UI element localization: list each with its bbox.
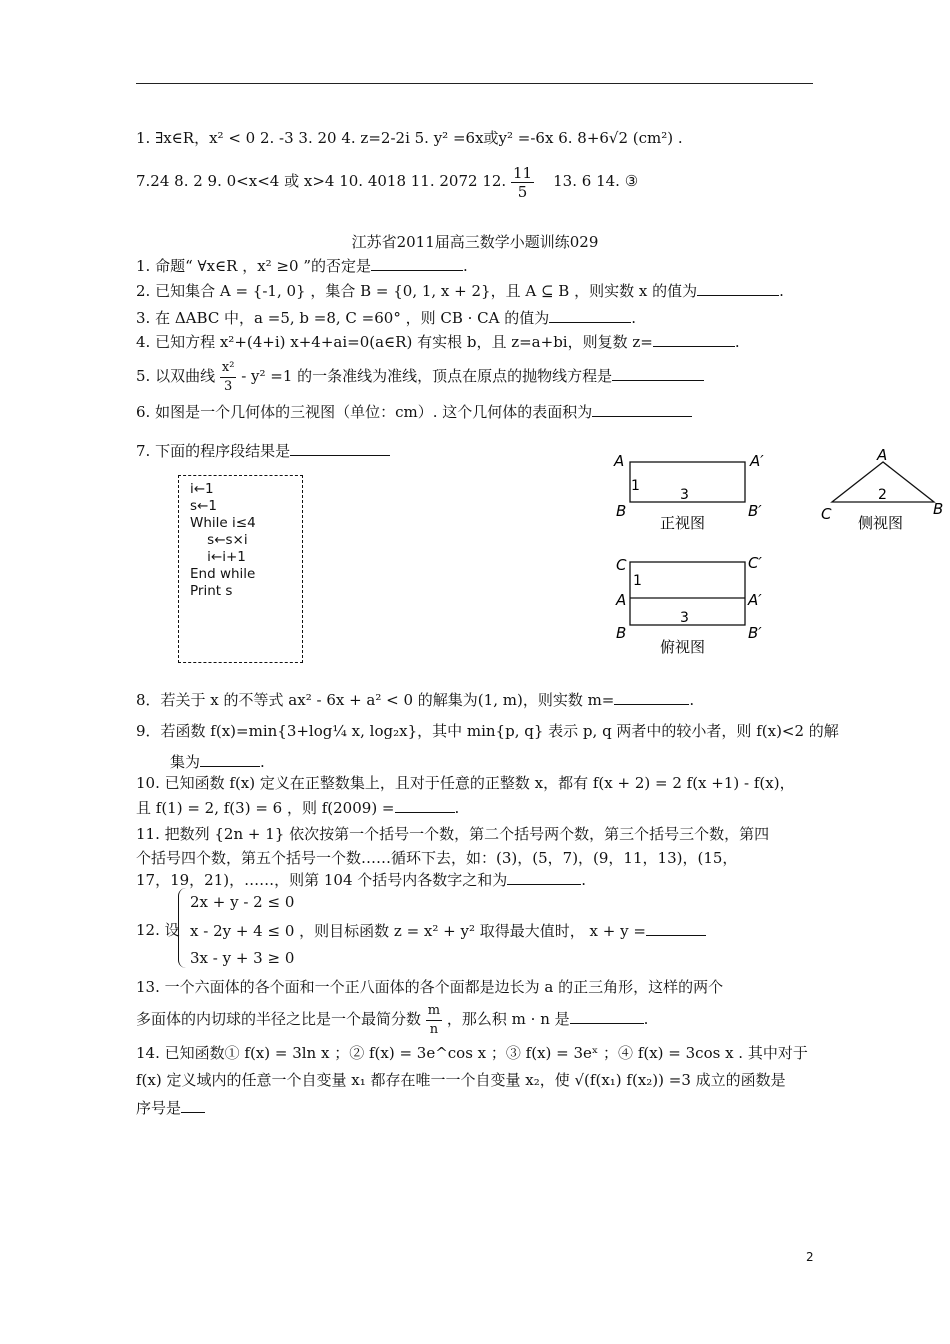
problem-13-text-b: 多面体的内切球的半径之比是一个最简分数 [136,1010,422,1028]
problem-10 [136,773,795,793]
fraction-denominator: 3 [224,378,233,394]
answer-blank [181,1097,205,1113]
answer-blank [200,751,260,767]
problem-11-cont1 [136,848,737,868]
problem-7-text: 7. 下面的程序段结果是 [136,442,291,460]
hyperbola-fraction [220,359,237,396]
label-B-prime-top: B′ [748,624,762,642]
answer-blank [549,307,631,323]
front-view-label: 正视图 [660,514,706,532]
problem-14-cont1 [136,1070,786,1090]
label-A-top: A [616,591,627,609]
inequality-2 [190,920,706,941]
label-A-prime: A′ [750,452,764,470]
answers-text-2b: 13. 6 14. ③ [553,172,639,190]
label-B-prime: B′ [748,502,762,520]
answer-blank [653,331,735,347]
ratio-fraction [426,1002,442,1039]
fraction-numerator: m [426,1002,442,1021]
problem-10-text-b: 且 f(1) = 2, f(3) = 6 ，则 f(2009) = [136,799,395,817]
problem-14-text-c: 序号是 [136,1099,182,1117]
problem-11 [136,824,769,844]
answer-blank [592,401,692,417]
header-rule [136,83,813,84]
answer-blank [507,869,581,885]
answer-blank [614,689,689,705]
problem-6 [136,401,692,422]
problem-7 [136,440,390,461]
problem-4: 4. 已知方程 x²+(4+i) x+4+ai=0(a∈R) 有实根 b，且 z=a+bi，则复数 z= . [136,333,740,351]
problem-9-text-b: 集为 [170,753,201,771]
inequality-1: 2x + y - 2 ≤ 0 [190,893,295,911]
problem-11-cont2: 17，19，21)，……，则第 104 个括号内各数字之和为 . [136,871,587,889]
problem-8: 8．若关于 x 的不等式 ax² - 6x + a² < 0 的解集为(1, m)，则实数 m= . [136,691,695,709]
problem-4-text: 4. 已知方程 x²+(4+i) x+4+ai=0(a∈R) 有实根 b，且 z=a+bi，则复数 z= [136,333,653,351]
page-title: 江苏省2011届高三数学小题训练029 [351,233,599,251]
problem-14 [136,1043,808,1063]
inequality-2-text: x - 2y + 4 ≤ 0 ，则目标函数 z = x² + y² 取得最大值时， x + y = [190,922,646,940]
problem-12-label: 12. 设 [136,921,180,939]
problem-3: 3. 在 ΔABC 中，a =5, b =8, C =60° ，则 CB · CA 的值为 . [136,309,637,327]
problem-11-text-b: 个括号四个数，第五个括号一个数……循环下去，如：(3)，(5，7)，(9，11，13)，(15， [136,849,738,867]
answers-line-2 [136,163,638,201]
front-width-label: 3 [680,487,689,503]
label-B: B [616,502,627,520]
problem-13-text-c: ，那么积 m · n 是 [446,1010,570,1028]
answer-blank [570,1008,644,1024]
problem-5 [136,357,704,396]
problem-14-text: 14. 已知函数① f(x) = 3ln x ；② f(x) = 3e^cos x ；③ f(x) = 3eˣ ；④ f(x) = 3cos x . 其中对于 [136,1044,808,1062]
fraction-denominator: n [429,1021,439,1037]
fraction-numerator: 11 [512,163,533,182]
fraction-denominator: 5 [517,182,528,201]
problem-1: 1. 命题“ ∀x∈R ，x² ≥0 ”的否定是 . [136,257,468,275]
label-C-top: C [616,556,627,574]
problem-9-cont: 集为 . [170,753,265,771]
problem-13-text: 13. 一个六面体的各个面和一个正八面体的各个面都是边长为 a 的正三角形，这样的两个 [136,978,724,996]
problem-6-text: 6. 如图是一个几何体的三视图（单位：cm）. 这个几何体的表面积为 [136,403,593,421]
label-C-prime-top: C′ [748,554,762,572]
problem-2-text: 2. 已知集合 A = {-1, 0} ，集合 B = {0, 1, x + 2}，且 A ⊆ B ，则实数 x 的值为 [136,282,698,300]
label-C-side: C [821,505,832,523]
problem-1-text: 1. 命题“ ∀x∈R ，x² ≥0 ”的否定是 [136,257,371,275]
code-listing: i←1 s←1 While i≤4 s←s×i i←i+1 End while Print s [190,481,256,599]
label-B-top: B [616,624,627,642]
problem-11-text-c: 17，19，21)，……，则第 104 个括号内各数字之和为 [136,871,508,889]
label-A-prime-top: A′ [748,591,762,609]
answer-blank [395,797,455,813]
problem-13-cont: 多面体的内切球的半径之比是一个最简分数 $\frac{m}{n}$ ，那么积 m · n 是 . [136,1002,649,1037]
front-height-label: 1 [631,478,640,494]
side-height-label: 2 [878,487,887,503]
system-brace [178,888,187,968]
answers-line-1 [136,128,683,148]
answers-text-2a: 7.24 8. 2 9. 0<x<4 或 x>4 10. 4018 11. 2072 12. [136,172,507,190]
answer-12-fraction [511,164,534,201]
problem-11-text: 11. 把数列 {2n + 1} 依次按第一个括号一个数，第二个括号两个数，第三个括号三个数，第四 [136,825,770,843]
answer-blank [646,920,706,936]
problem-5-text-a: 5. 以双曲线 [136,367,216,385]
side-view-label: 侧视图 [858,514,904,532]
problem-9 [136,721,839,741]
problem-10-cont: 且 f(1) = 2, f(3) = 6 ，则 f(2009) = . [136,799,460,817]
top-view-label: 俯视图 [660,638,706,656]
answer-blank [697,280,779,296]
problem-8-text: 8．若关于 x 的不等式 ax² - 6x + a² < 0 的解集为(1, m)，则实数 m= [136,691,615,709]
label-A-side: A [877,446,888,464]
page-number: 2 [806,1250,814,1264]
problem-14-cont2 [136,1097,205,1118]
problem-2: 2. 已知集合 A = {-1, 0} ，集合 B = {0, 1, x + 2}，且 A ⊆ B ，则实数 x 的值为 . [136,282,784,300]
problem-10-text: 10. 已知函数 f(x) 定义在正整数集上，且对于任意的正整数 x，都有 f(x + 2) = 2 f(x +1) - f(x)， [136,774,795,792]
top-width-label: 3 [680,610,689,626]
answer-blank [612,365,704,381]
problem-3-text: 3. 在 ΔABC 中，a =5, b =8, C =60° ，则 CB · CA 的值为 [136,309,550,327]
label-B-side: B [933,500,944,518]
label-A: A [614,452,625,470]
answer-blank [371,255,463,271]
problem-13 [136,977,723,997]
inequality-3: 3x - y + 3 ≥ 0 [190,949,295,967]
top-upper-label: 1 [633,573,642,589]
answers-text-1: 1. ∃x∈R，x² < 0 2. -3 3. 20 4. z=2-2i 5. y² =6x或y² =-6x 6. 8+6√2 (cm²) . [136,129,683,147]
problem-14-text-b: f(x) 定义域内的任意一个自变量 x₁ 都存在唯一一个自变量 x₂，使 √(f(x₁) f(x₂)) =3 成立的函数是 [136,1071,786,1089]
fraction-numerator: x² [220,359,237,378]
problem-5-text-b: - y² =1 的一条准线为准线，顶点在原点的抛物线方程是 [241,367,613,385]
answer-blank [290,440,390,456]
problem-9-text: 9．若函数 f(x)=min{3+log¼ x, log₂x}，其中 min{p, q} 表示 p, q 两者中的较小者，则 f(x)<2 的解 [136,722,839,740]
three-view-figure [600,440,950,665]
